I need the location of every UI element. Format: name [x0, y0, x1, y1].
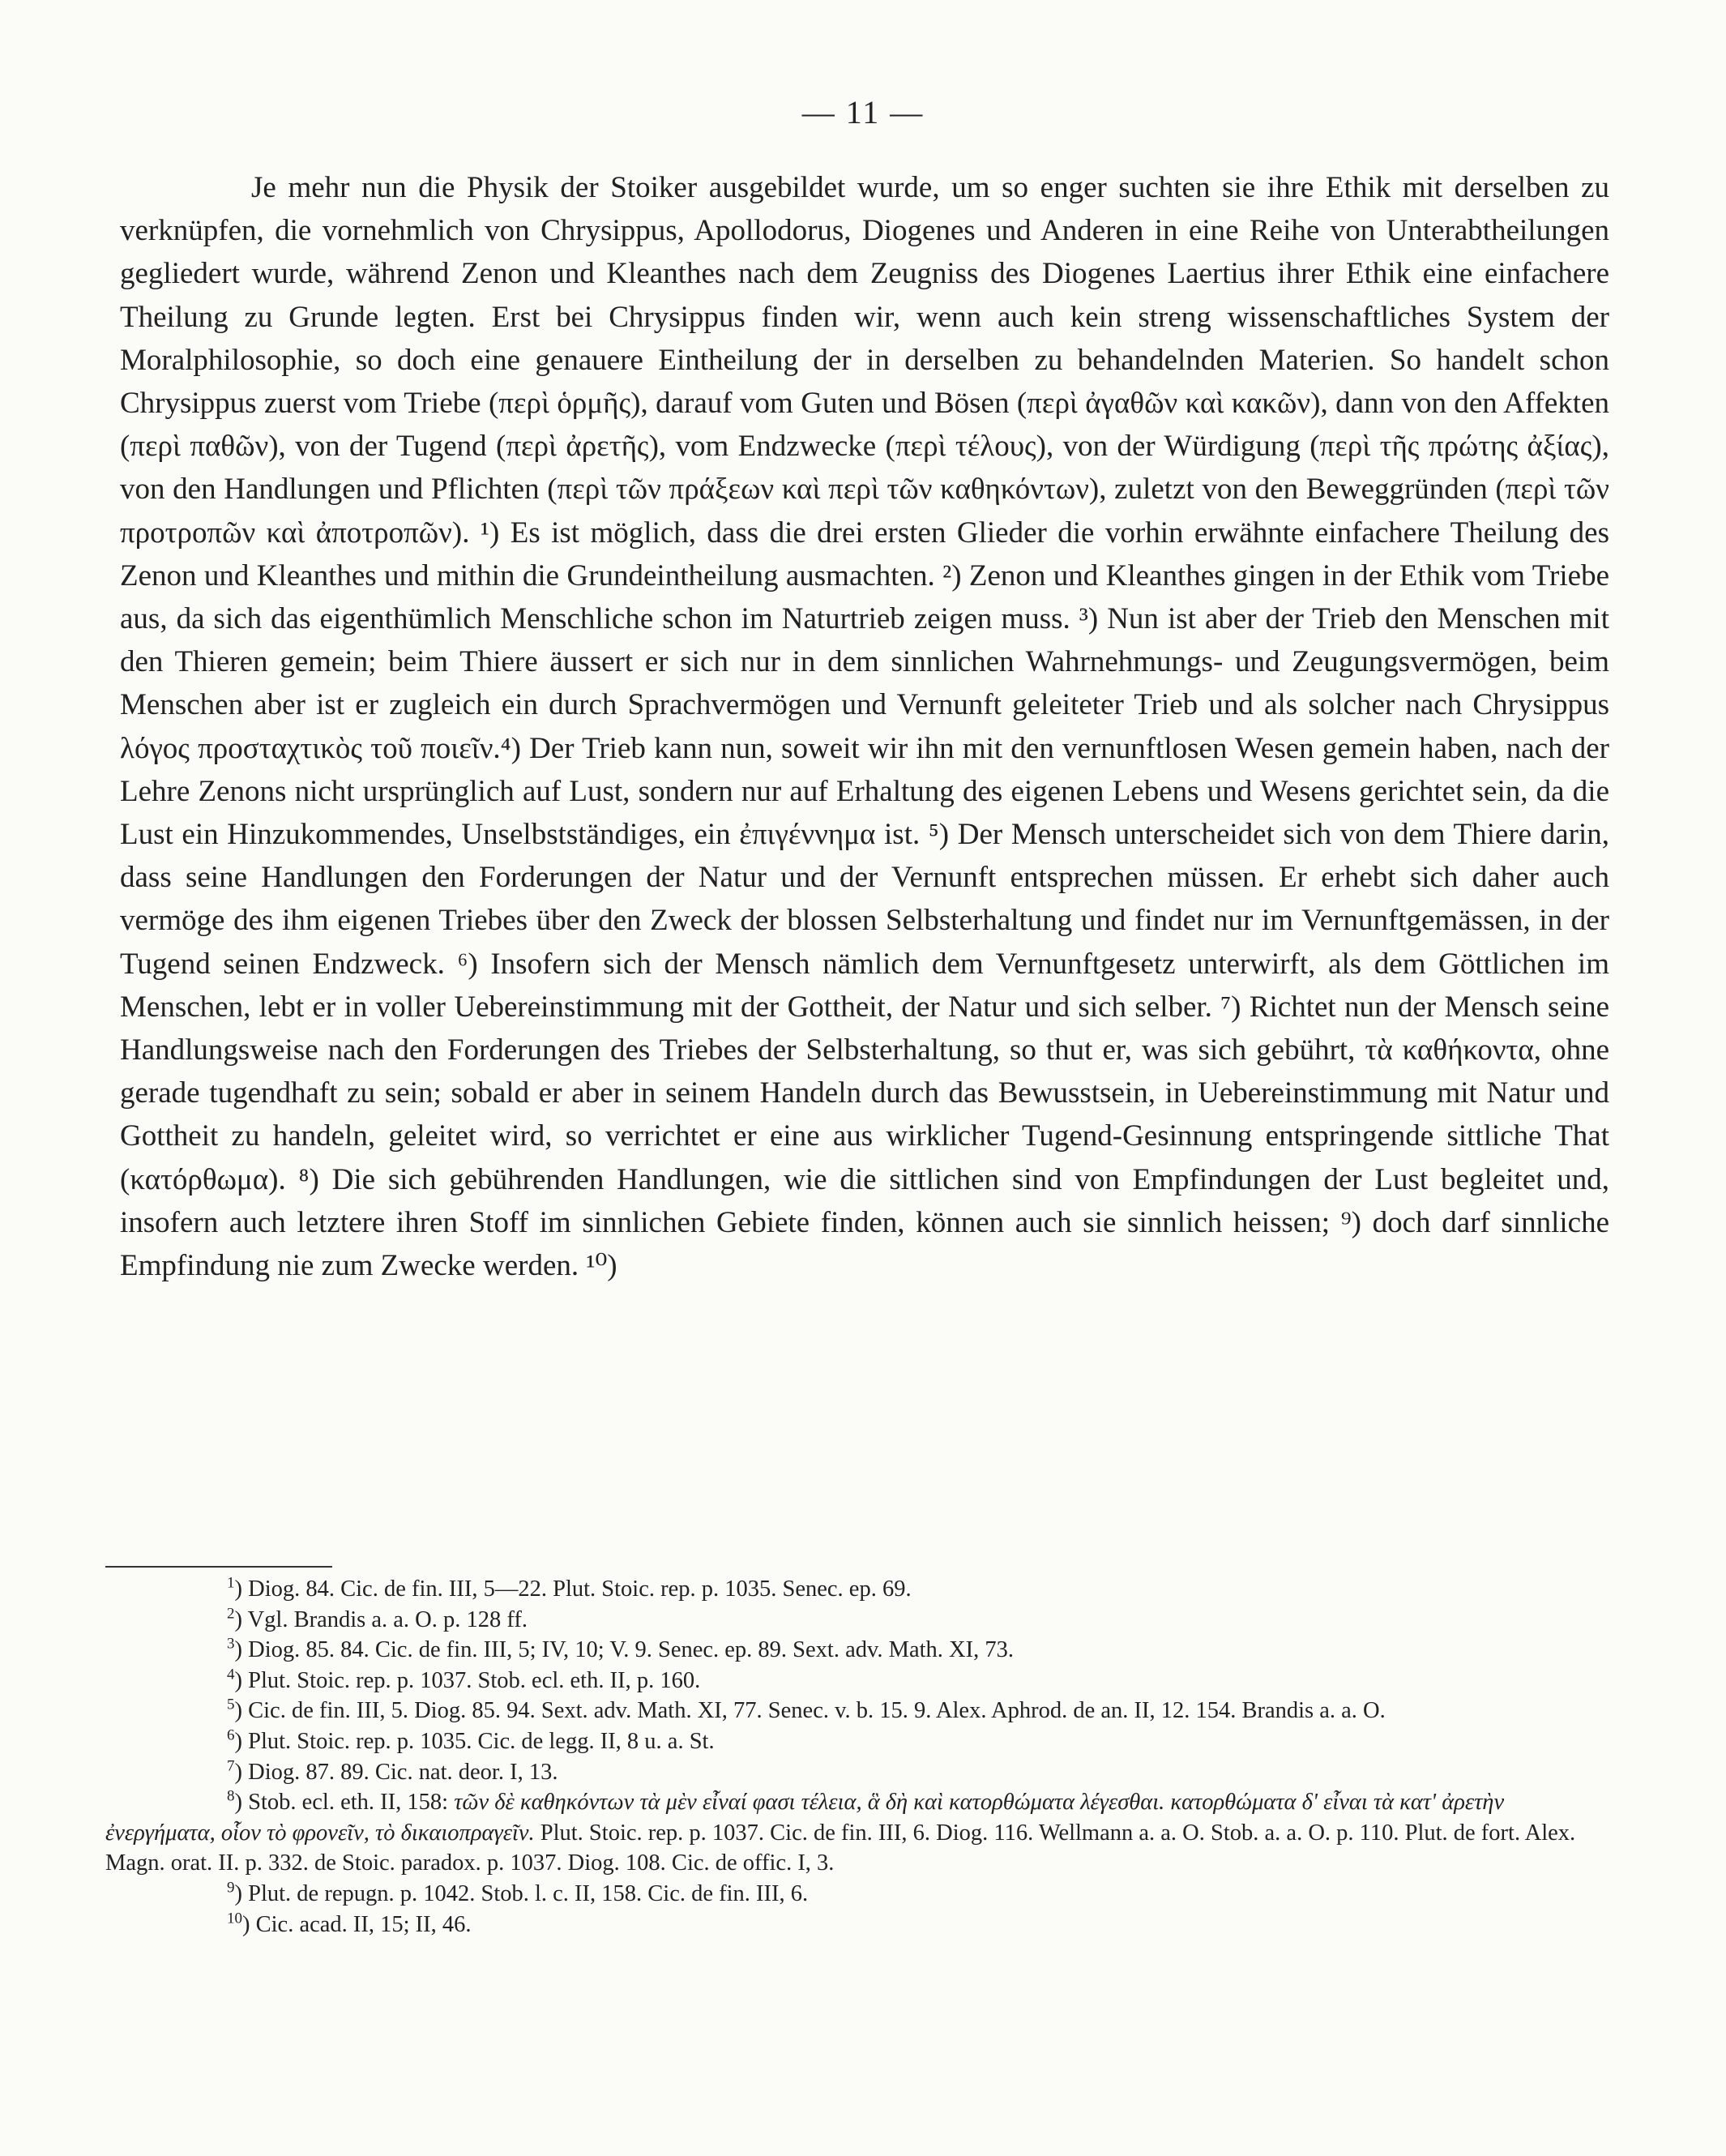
footnote-marker: 10: [227, 1910, 242, 1927]
footnote-text: ) Cic. acad. II, 15; II, 46.: [242, 1911, 472, 1937]
footnote-marker: 4: [227, 1666, 235, 1683]
footnote-text: ) Vgl. Brandis a. a. O. p. 128 ff.: [234, 1606, 528, 1632]
footnote-marker: 3: [227, 1635, 235, 1653]
footnote-7: [105, 1757, 1609, 1788]
footnote-marker: 7: [227, 1757, 235, 1775]
footnote-marker: 1: [227, 1574, 235, 1592]
footnote-marker: 8: [227, 1787, 235, 1805]
footnote-text: ) Diog. 87. 89. Cic. nat. deor. I, 13.: [234, 1759, 558, 1785]
page-number: — 11 —: [801, 94, 925, 130]
footnote-text: ) Diog. 85. 84. Cic. de fin. III, 5; IV, 10; V. 9. Senec. ep. 89. Sext. adv. Math. XI, 73.: [234, 1637, 1014, 1663]
footnote-marker: 9: [227, 1879, 235, 1897]
footnote-text: ) Plut. Stoic. rep. p. 1035. Cic. de legg. II, 8 u. a. St.: [234, 1728, 715, 1754]
footnote-text-continued: Plut. Stoic. rep. p. 1037. Cic. de fin. III, 6. Diog. 116. Wellmann a. a. O. Stob. a. a. O. p. 110. Plut. de fort. Alex. Magn. orat. II. p. 332. de Stoic. paradox. p. 1037. Diog. 108. Cic. de offic. I, 3.: [105, 1820, 1576, 1876]
footnote-text: ) Plut. Stoic. rep. p. 1037. Stob. ecl. eth. II, p. 160.: [234, 1667, 701, 1693]
footnote-3: [105, 1635, 1609, 1666]
footnote-text: ) Stob. ecl. eth. II, 158:: [234, 1790, 455, 1816]
footnotes: [105, 1574, 1609, 1940]
footnote-text: ) Diog. 84. Cic. de fin. III, 5—22. Plut. Stoic. rep. p. 1035. Senec. ep. 69.: [234, 1576, 912, 1602]
footnote-marker: 6: [227, 1726, 235, 1744]
main-paragraph: Je mehr nun die Physik der Stoiker ausgebildet wurde, um so enger suchten sie ihre Ethik mit derselben zu verknüpfen, die vornehmlich von Chrysippus, Apollodorus, Diogenes und Anderen in eine Reihe von Unterabtheilungen gegliedert wurde, während Zenon und Kleanthes nach dem Zeugniss des Diogenes Laertius ihrer Ethik eine einfachere Theilung zu Grunde legten. Erst bei Chrysippus finden wir, wenn auch kein streng wissenschaftliches System der Moralphilosophie, so doch eine genauere Eintheilung der in derselben zu behandelnden Materien. So handelt schon Chrysippus zuerst vom Triebe (περὶ ὁρμῆς), darauf vom Guten und Bösen (περὶ ἀγαθῶν καὶ κακῶν), dann von den Affekten (περὶ παθῶν), von der Tugend (περὶ ἀρετῆς), vom Endzwecke (περὶ τέλους), von der Würdigung (περὶ τῆς πρώτης ἀξίας), von den Handlungen und Pflichten (περὶ τῶν πράξεων καὶ περὶ τῶν καθηκόντων), zuletzt von den Beweggründen (περὶ τῶν προτροπῶν καὶ ἀποτροπῶν). ¹) Es ist möglich, dass die drei ersten Glieder die vorhin erwähnte einfachere Theilung des Zenon und Kleanthes und mithin die Grundeintheilung ausmachten. ²) Zenon und Kleanthes gingen in der Ethik vom Triebe aus, da sich das eigenthümlich Menschliche schon im Naturtrieb zeigen muss. ³) Nun ist aber der Trieb den Menschen mit den Thieren gemein; beim Thiere äussert er sich nur in dem sinnlichen Wahrnehmungs- und Zeugungsvermögen, beim Menschen aber ist er zugleich ein durch Sprachvermögen und Vernunft geleiteter Trieb und als solcher nach Chrysippus λόγος προσταχτικὸς τοῦ ποιεῖν.⁴) Der Trieb kann nun, soweit wir ihn mit den vernunftlosen Wesen gemein haben, nach der Lehre Zenons nicht ursprünglich auf Lust, sondern nur auf Erhaltung des eigenen Lebens und Wesens gerichtet sein, da die Lust ein Hinzukommendes, Unselbstständiges, ein ἐπιγέννημα ist. ⁵) Der Mensch unterscheidet sich von dem Thiere darin, dass seine Handlungen den Forderungen der Natur und der Vernunft entsprechen müssen. Er erhebt sich daher auch vermöge des ihm eigenen Triebes über den Zweck der blossen Selbsterhaltung und findet nur im Vernunftgemässen, in der Tugend seinen Endzweck. ⁶) Insofern sich der Mensch nämlich dem Vernunftgesetz unterwirft, als dem Göttlichen im Menschen, lebt er in voller Uebereinstimmung mit der Gottheit, der Natur und sich selber. ⁷) Richtet nun der Mensch seine Handlungsweise nach den Forderungen des Triebes der Selbsterhaltung, so thut er, was sich gebührt, τὰ καθήκοντα, ohne gerade tugendhaft zu sein; sobald er aber in seinem Handeln durch das Bewusstsein, in Uebereinstimmung mit Natur und Gottheit zu handeln, geleitet wird, so verrichtet er eine aus wirklicher Tugend-Gesinnung entspringende sittliche That (κατόρθωμα). ⁸) Die sich gebührenden Handlungen, wie die sittlichen sind von Empfindungen der Lust begleitet und, insofern auch letztere ihren Stoff im sinnlichen Gebiete finden, können auch sie sinnlich heissen; ⁹) doch darf sinnliche Empfindung nie zum Zwecke werden. ¹⁰): [120, 171, 1609, 1283]
footnote-8: [105, 1787, 1609, 1879]
footnote-6: [105, 1726, 1609, 1757]
greek-quotation: τῶν δὲ καθηκόντων τὰ μὲν εἶναί φασι τέλεια, ἃ δὴ καὶ κατορθώματα λέγεσθαι. κατορθώματα δ' εἶναι τὰ κατ' ἀρετὴν ἐνεργήματα, οἷον τὸ φρονεῖν, τὸ δικαιοπραγεῖν.: [105, 1790, 1505, 1846]
footnote-1: [105, 1574, 1609, 1605]
footnote-9: [105, 1879, 1609, 1910]
footnote-text: ) Cic. de fin. III, 5. Diog. 85. 94. Sext. adv. Math. XI, 77. Senec. v. b. 15. 9. Alex. Aphrod. de an. II, 12. 154. Brandis a. a. O.: [234, 1698, 1386, 1724]
footnote-text: ) Plut. de repugn. p. 1042. Stob. l. c. II, 158. Cic. de fin. III, 6.: [234, 1880, 809, 1906]
footnote-10: [105, 1910, 1609, 1940]
footnote-4: [105, 1666, 1609, 1696]
footnote-marker: 5: [227, 1696, 235, 1713]
footnote-separator: [105, 1566, 332, 1568]
footnote-2: [105, 1605, 1609, 1636]
footnote-marker: 2: [227, 1605, 235, 1623]
footnote-5: [105, 1696, 1609, 1726]
